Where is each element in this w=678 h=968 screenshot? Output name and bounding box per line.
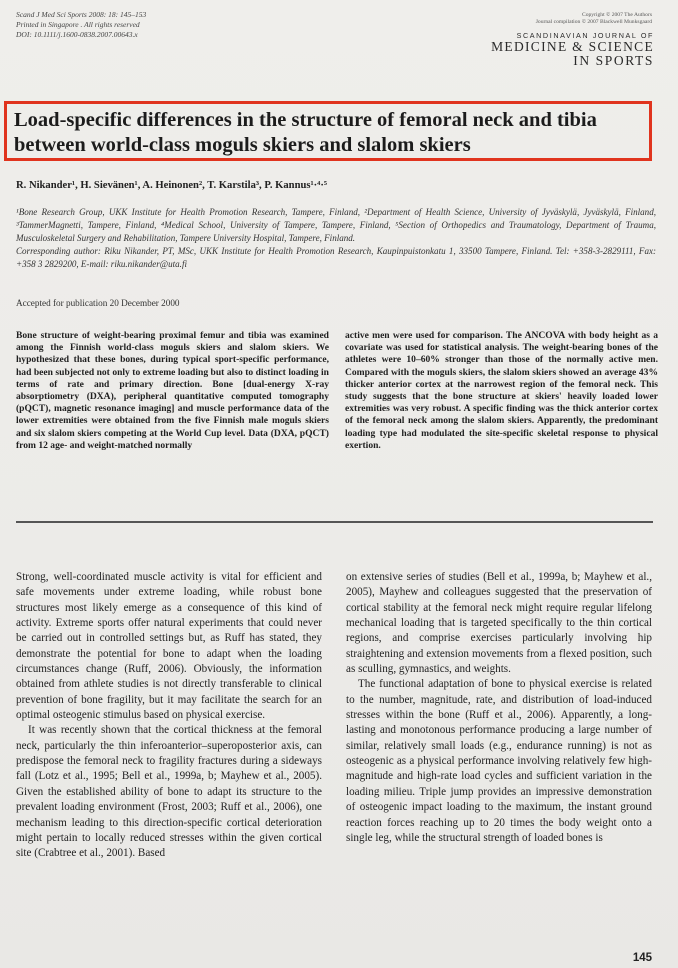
citation-line: Printed in Singapore . All rights reserved [16,20,140,29]
corresponding-author: Corresponding author: Riku Nikander, PT, MSc, UKK Institute for Health Promotion Research, Kaupinpuistonkatu 1, 33500 Tampere, Finland. Tel: +358-3-2829111, Fax: +358 3 2829200, E-mail: riku.nikander@uta.fi [16,245,656,269]
affiliations-block [16,206,656,271]
copyright-line: Copyright © 2007 The Authors [581,12,652,18]
journal-name-line3: IN SPORTS [573,53,654,68]
body-paragraph: The functional adaptation of bone to physical exercise is related to the number, magnitude, rate, and distribution of load-induced stresses within the bone (Ruff et al., 2006). Apparently, a long-lasting and monotonous performance producing a large number of similar, relatively small loads (e.g., endurance running) is not as osteogenic as a physical performance involving relatively few high-magnitude and high-rate load cycles and sufficient variation in the loading milieu. Triple jump provides an impressive demonstration of osteogenic impact loading to the maximum, the instant ground reaction forces reaching up to 20 times the body weight onto a single leg, while the structural strength of loaded bones is [346,678,652,844]
accepted-date: Accepted for publication 20 December 2000 [16,298,180,308]
body-paragraph: on extensive series of studies (Bell et al., 1999a, b; Mayhew et al., 2005), Mayhew and colleagues suggested that the preservation of cortical stability at the femoral neck might require regular lifelong mechanical loading that is targeted specifically to the thin cortical regions, and comprise exercises particularly involving hip straightening and extension movements from a flexed position, such as sculling, gymnastics, and weights. [346,571,652,676]
copyright-line: Journal compilation © 2007 Blackwell Munksgaard [535,19,652,25]
citation-line: Scand J Med Sci Sports 2008: 18: 145–153 [16,10,147,19]
citation-line: DOI: 10.1111/j.1600-0838.2007.00643.x [16,30,138,39]
body-right-column [346,570,652,846]
section-divider [16,521,653,523]
abstract-left-column: Bone structure of weight-bearing proximal femur and tibia was examined among the Finnish world-class moguls skiers and slalom skiers. We hypothesized that these bones, during typical sport-specific performance, had been subjected not only to extreme loading but also to distinct loading in terms of rate and primary direction. Bone [dual-energy X-ray absorptiometry (DXA), peripheral quantitative computed tomography (pQCT), magnetic resonance imaging] and muscle performance data of the lower extremities were obtained from the five Finnish male moguls skiers and six slalom skiers competing at the World Cup level. Data (DXA, pQCT) from 12 age- and weight-matched normally [16,330,329,451]
author-list: R. Nikander¹, H. Sievänen¹, A. Heinonen², T. Karstila³, P. Kannus¹·⁴·⁵ [16,180,328,191]
body-paragraph: It was recently shown that the cortical thickness at the femoral neck, particularly the thin inferoanterior–superoposterior axis, can predispose the femoral neck to fragility fractures during a sideways fall (Lotz et al., 1995; Bell et al., 1999a, b; Mayhew et al., 2005). Given the established ability of bone to adapt its structure to the prevalent loading environment (Frost, 2003; Ruff et al., 2006), one mechanism leading to this direction-specific cortical deterioration might pertain to locally reduced stresses within the given cortical site (Crabtree et al., 2001). Based [16,724,322,860]
copyright-header [452,12,652,26]
article-title: Load-specific differences in the structure of femoral neck and tibia between world-class moguls skiers and slalom skiers [14,109,597,156]
body-left-column [16,570,322,862]
body-paragraph: Strong, well-coordinated muscle activity is vital for efficient and safe movements under extreme loading, while robust bone structures most likely emerge as a consequence of this kind of activity. Extreme sports offer natural experiments that could never be carried out in controlled settings but, as Ruff has stated, they demonstrate the potential for bone to adapt when the loading circumstances change (Ruff, 2006). Obviously, the information obtained from athlete studies is not directly transferable to clinical prevention of bone fragility, but it may facilitate the search for an optimal osteogenic stimulus based on physical exercise. [16,571,322,722]
citation-header [16,10,276,40]
affiliations: ¹Bone Research Group, UKK Institute for Health Promotion Research, Tampere, Finland, ²Department of Health Science, University of Jyväskylä, Jyväskylä, Finland, ³TammerMagnetti, Tampere, Finland, ⁴Medical School, University of Tampere, Tampere, Finland, ⁵Section of Orthopedics and Traumatology, Department of Trauma, Musculoskeletal Surgery and Rehabilitation, Tampere University Hospital, Tampere, Finland. [16,207,656,243]
journal-name-line1: SCANDINAVIAN JOURNAL OF [516,31,654,40]
abstract-right-column: active men were used for comparison. The ANCOVA with body height as a covariate was used for statistical analysis. The weight-bearing bones of the athletes were 10–60% stronger than those of the normally active men. Compared with the moguls skiers, the slalom skiers showed an average 43% thicker anterior cortex at the narrowest region of the femoral neck. This study suggests that the bone structure at skiers' heavily loaded lower extremities was very robust. A specific finding was the thick anterior cortex of the femoral neck among the slalom skiers. Apparently, the predominant loading type had modulated the site-specific skeletal response to physical exertion. [345,330,658,451]
page-number: 145 [632,952,652,964]
journal-name [454,31,654,68]
journal-name-line2: MEDICINE & SCIENCE [491,39,654,54]
